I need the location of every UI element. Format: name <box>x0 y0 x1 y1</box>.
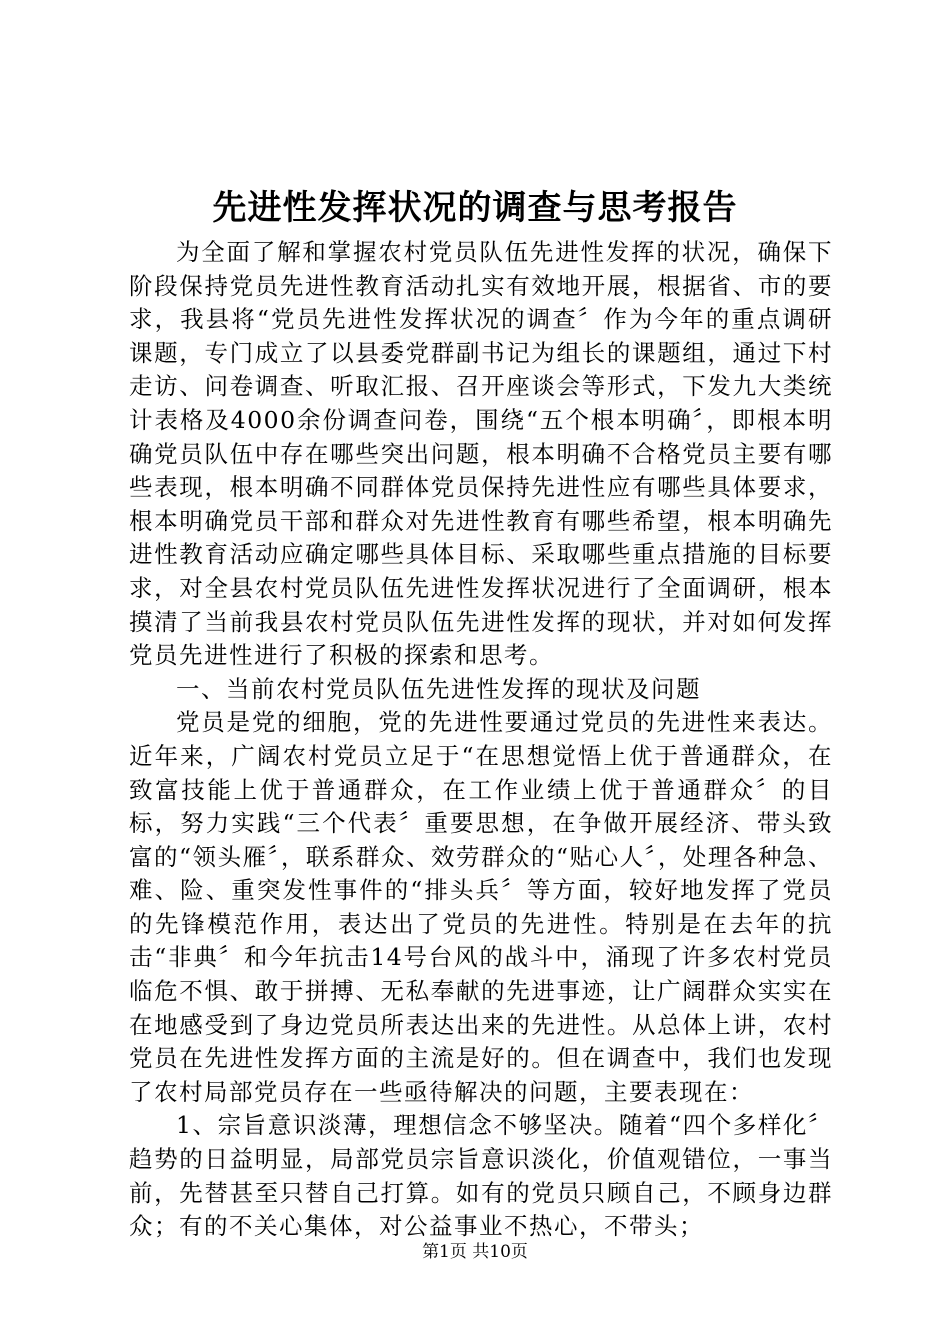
page-footer <box>0 1240 950 1264</box>
paragraph-intro: 为全面了解和掌握农村党员队伍先进性发挥的状况，确保下阶段保持党员先进性教育活动扎实有效地开展，根据省、市的要求，我县将“党员先进性发挥状况的调查〞作为今年的重点调研课题，专门成立了以县委党群副书记为组长的课题组，通过下村走访、问卷调查、听取汇报、召开座谈会等形式，下发九大类统计表格及4000余份调查问卷，围绕“五个根本明确〞，即根本明确党员队伍中存在哪些突出问题，根本明确不合格党员主要有哪些表现，根本明确不同群体党员保持先进性应有哪些具体要求，根本明确党员干部和群众对先进性教育有哪些希望，根本明确先进性教育活动应确定哪些具体目标、采取哪些重点措施的目标要求，对全县农村党员队伍先进性发挥状况进行了全面调研，根本摸清了当前我县农村党员队伍先进性发挥的现状，并对如何发挥党员先进性进行了积极的探索和思考。 <box>129 238 833 670</box>
section-heading-1: 一、当前农村党员队伍先进性发挥的现状及问题 <box>176 674 701 703</box>
page-number: 第1页 <box>422 1242 467 1262</box>
paragraph-point-1: 1、宗旨意识淡薄，理想信念不够坚决。随着“四个多样化〞趋势的日益明显，局部党员宗旨意识淡化，价值观错位，一事当前，先替甚至只替自己打算。如有的党员只顾自己，不顾身边群众；有的不关心集体，对公益事业不热心，不带头； <box>129 1111 833 1241</box>
page-total: 共10页 <box>472 1242 528 1262</box>
document-body <box>129 236 833 1244</box>
paragraph-status: 党员是党的细胞，党的先进性要通过党员的先进性来表达。近年来，广阔农村党员立足于“在思想觉悟上优于普通群众，在致富技能上优于普通群众，在工作业绩上优于普通群众〞的目标，努力实践“三个代表〞重要思想，在争做开展经济、带头致富的“领头雁〞，联系群众、效劳群众的“贴心人〞，处理各种急、难、险、重突发性事件的“排头兵〞等方面，较好地发挥了党员的先锋模范作用，表达出了党员的先进性。特别是在去年的抗击“非典〞和今年抗击14号台风的战斗中，涌现了许多农村党员临危不惧、敢于拼搏、无私奉献的先进事迹，让广阔群众实实在在地感受到了身边党员所表达出来的先进性。从总体上讲，农村党员在先进性发挥方面的主流是好的。但在调查中，我们也发现了农村局部党员存在一些亟待解决的问题，主要表现在： <box>129 708 833 1106</box>
document-title: 先进性发挥状况的调查与思考报告 <box>212 188 738 228</box>
